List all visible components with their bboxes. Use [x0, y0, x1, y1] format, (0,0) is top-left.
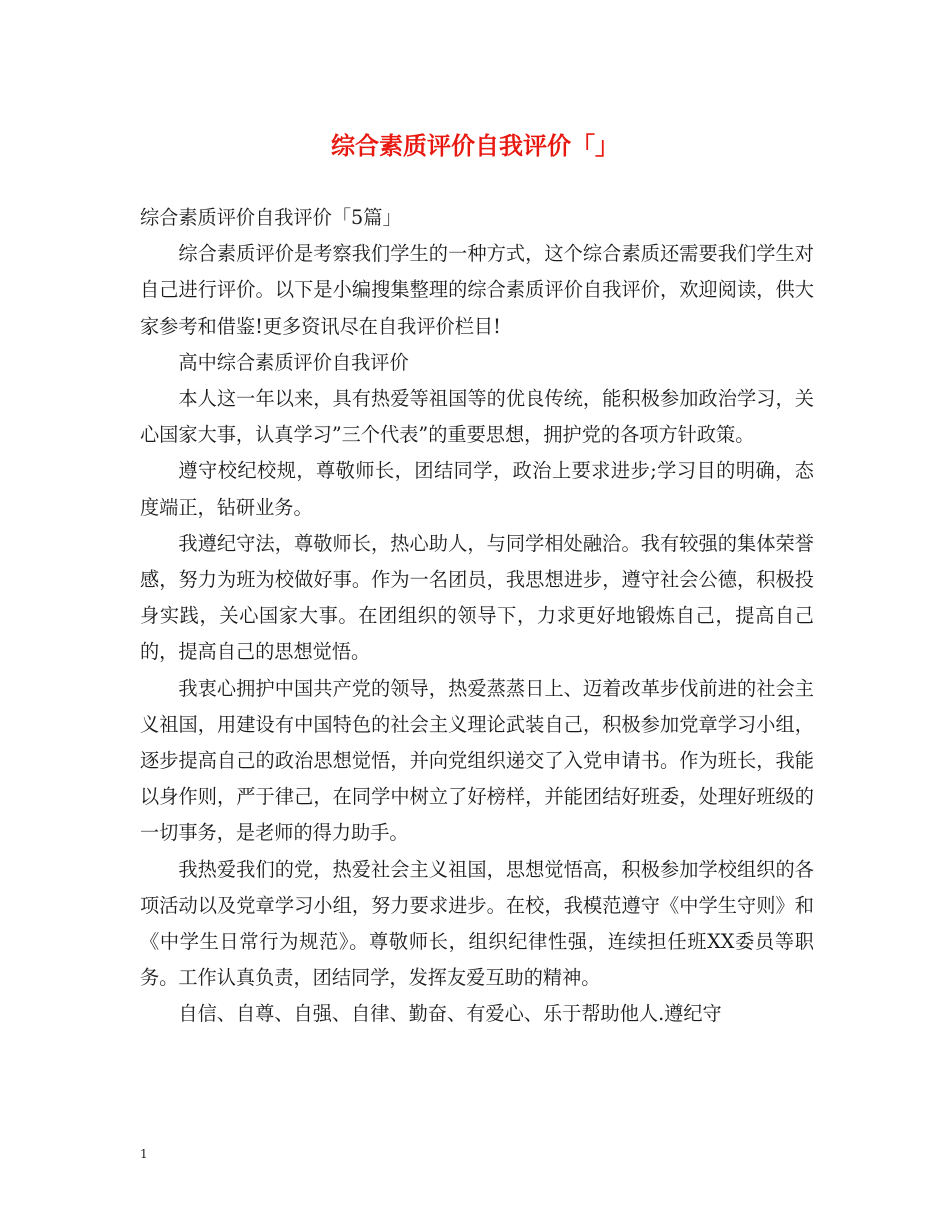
paragraph: 我遵纪守法，尊敬师长，热心助人，与同学相处融洽。我有较强的集体荣誉感，努力为班为校做好事。作为一名团员，我思想进步，遵守社会公德，积极投身实践，关心国家大事。在团组织的领导下，力求更好地锻炼自己，提高自己的，提高自己的思想觉悟。 — [140, 531, 814, 664]
document-title: 综合素质评价自我评价「」 — [331, 131, 619, 160]
paragraph: 自信、自尊、自强、自律、勤奋、有爱心、乐于帮助他人.遵纪守 — [178, 1002, 722, 1026]
paragraph-subtitle: 综合素质评价自我评价「5篇」 — [140, 206, 402, 229]
paragraph: 遵守校纪校规，尊敬师长，团结同学，政治上要求进步;学习目的明确，态度端正，钻研业务。 — [140, 459, 814, 519]
document-body — [140, 200, 814, 1033]
paragraph: 我热爱我们的党，热爱社会主义祖国，思想觉悟高，积极参加学校组织的各项活动以及党章学习小组，努力要求进步。在校，我模范遵守《中学生守则》和《中学生日常行为规范》。尊敬师长，组织纪律性强，连续担任班XX委员等职务。工作认真负责，团结同学，发挥友爱互助的精神。 — [140, 857, 814, 990]
section-heading: 高中综合素质评价自我评价 — [178, 350, 409, 374]
paragraph-intro: 综合素质评价是考察我们学生的一种方式，这个综合素质还需要我们学生对自己进行评价。以下是小编搜集整理的综合素质评价自我评价，欢迎阅读，供大家参考和借鉴!更多资讯尽在自我评价栏目! — [140, 242, 814, 338]
paragraph: 本人这一年以来，具有热爱等祖国等的优良传统，能积极参加政治学习，关心国家大事，认真学习”三个代表”的重要思想，拥护党的各项方针政策。 — [140, 387, 814, 447]
page-number: 1 — [140, 1147, 148, 1161]
paragraph: 我衷心拥护中国共产党的领导，热爱蒸蒸日上、迈着改革步伐前进的社会主义祖国，用建设有中国特色的社会主义理论武装自己，积极参加党章学习小组，逐步提高自己的政治思想觉悟，并向党组织递交了入党申请书。作为班长，我能以身作则，严于律己，在同学中树立了好榜样，并能团结好班委，处理好班级的一切事务，是老师的得力助手。 — [140, 676, 814, 845]
